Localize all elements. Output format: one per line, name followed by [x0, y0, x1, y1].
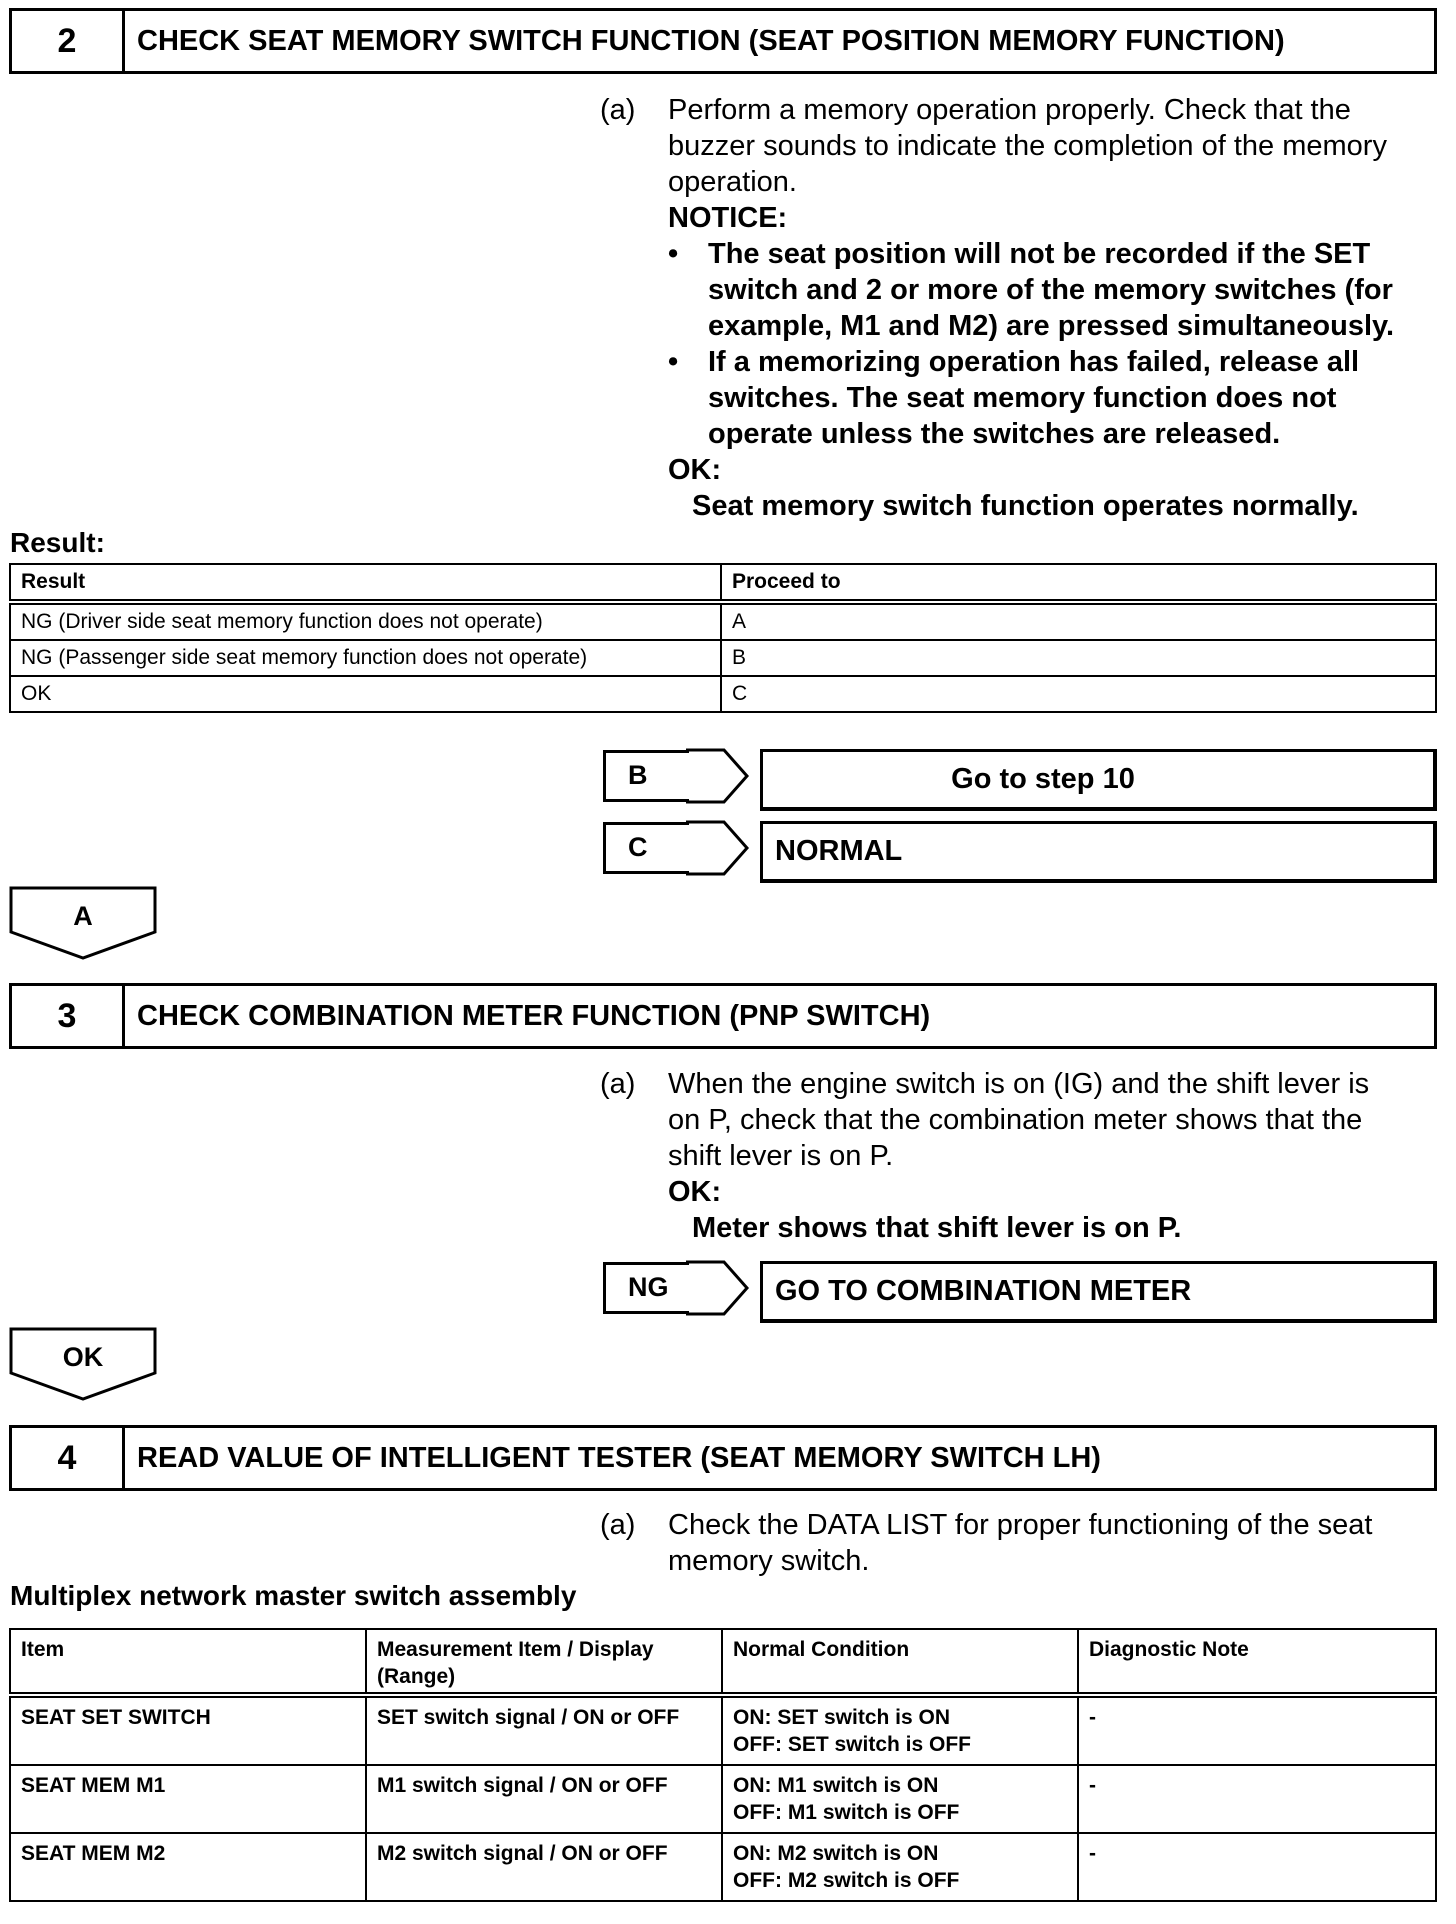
table-cell: - [1078, 1833, 1436, 1901]
step-title: CHECK COMBINATION METER FUNCTION (PNP SWITCH) [137, 999, 931, 1032]
column-header [366, 1629, 722, 1695]
column-header: Item [10, 1629, 366, 1695]
notice-line: switch and 2 or more of the memory switches (for [708, 274, 1393, 306]
instruction-line: memory switch. [668, 1545, 870, 1577]
continue-a-label: A [73, 901, 93, 931]
table-row [10, 640, 1436, 676]
table-cell: SEAT SET SWITCH [10, 1695, 366, 1765]
step-2-header [9, 8, 1437, 74]
branch-c-target: NORMAL [760, 821, 1437, 883]
step-3-header [9, 983, 1437, 1049]
column-header: Diagnostic Note [1078, 1629, 1436, 1695]
table-cell: - [1078, 1765, 1436, 1833]
table-cell: NG (Passenger side seat memory function does not operate) [10, 640, 721, 676]
table-row [10, 602, 1436, 640]
ok-label: OK: [668, 454, 722, 486]
cell-line: OFF: M2 switch is OFF [733, 1869, 960, 1892]
instruction-line: on P, check that the combination meter shows that the [668, 1104, 1363, 1136]
notice-bullet [668, 344, 1440, 452]
instruction-body [668, 1066, 1440, 1246]
bullet-icon: • [668, 238, 679, 270]
notice-line: example, M1 and M2) are pressed simultaneously. [708, 310, 1395, 342]
table-header-row [10, 1629, 1436, 1695]
instruction-line: shift lever is on P. [668, 1140, 894, 1172]
result-label: Result: [10, 527, 105, 558]
table-cell [722, 1695, 1078, 1765]
step-number: 4 [12, 1428, 125, 1488]
instruction-line: buzzer sounds to indicate the completion of the memory [668, 130, 1387, 162]
ok-label: OK: [668, 1176, 722, 1208]
data-list-table [9, 1628, 1437, 1902]
column-header: Normal Condition [722, 1629, 1078, 1695]
instruction-body [668, 1507, 1440, 1579]
notice-line: operate unless the switches are released. [708, 418, 1281, 450]
branch-ng-label: NG [603, 1262, 689, 1314]
step-number: 2 [12, 11, 125, 71]
branch-ng-target: GO TO COMBINATION METER [760, 1261, 1437, 1323]
table-cell: SET switch signal / ON or OFF [366, 1695, 722, 1765]
table-cell: B [721, 640, 1436, 676]
instruction-line: Perform a memory operation properly. Check that the [668, 94, 1351, 126]
table-cell: - [1078, 1695, 1436, 1765]
table-cell: OK [10, 676, 721, 712]
step-4-header [9, 1425, 1437, 1491]
cell-line: ON: M2 switch is ON [733, 1842, 939, 1865]
instruction-line: When the engine switch is on (IG) and the shift lever is [668, 1068, 1370, 1100]
table-cell: NG (Driver side seat memory function does not operate) [10, 602, 721, 640]
notice-line: The seat position will not be recorded if the SET [708, 238, 1371, 270]
arrow-right-icon [686, 1259, 750, 1317]
table-cell: C [721, 676, 1436, 712]
notice-line: switches. The seat memory function does not [708, 382, 1337, 414]
branch-c-label: C [603, 822, 689, 874]
table-cell [722, 1833, 1078, 1901]
branch-b-target: Go to step 10 [760, 749, 1437, 811]
table-row [10, 1695, 1436, 1765]
table-header-row [10, 564, 1436, 602]
table-cell: SEAT MEM M1 [10, 1765, 366, 1833]
step-title: CHECK SEAT MEMORY SWITCH FUNCTION (SEAT POSITION MEMORY FUNCTION) [137, 24, 1285, 57]
step-title: READ VALUE OF INTELLIGENT TESTER (SEAT MEMORY SWITCH LH) [137, 1441, 1101, 1474]
instruction-marker: (a) [600, 1509, 636, 1541]
table-cell: SEAT MEM M2 [10, 1833, 366, 1901]
instruction-body [668, 92, 1440, 524]
ok-value: Meter shows that shift lever is on P. [692, 1212, 1182, 1244]
result-table [9, 563, 1437, 713]
step-number: 3 [12, 986, 125, 1046]
data-list-label: Multiplex network master switch assembly [10, 1580, 577, 1611]
table-cell: M1 switch signal / ON or OFF [366, 1765, 722, 1833]
column-header: Proceed to [721, 564, 1436, 602]
notice-bullet [668, 236, 1440, 344]
arrow-right-icon [686, 819, 750, 877]
column-header-line: (Range) [377, 1665, 456, 1688]
column-header: Result [10, 564, 721, 602]
cell-line: ON: M1 switch is ON [733, 1774, 939, 1797]
cell-line: ON: SET switch is ON [733, 1706, 951, 1729]
table-row [10, 1765, 1436, 1833]
table-row [10, 1833, 1436, 1901]
ok-value: Seat memory switch function operates normally. [692, 490, 1359, 522]
instruction-line: Check the DATA LIST for proper functioning of the seat [668, 1509, 1373, 1541]
notice-label: NOTICE: [668, 202, 788, 234]
instruction-marker: (a) [600, 94, 636, 126]
column-header-line: Measurement Item / Display [377, 1638, 654, 1661]
instruction-marker: (a) [600, 1068, 636, 1100]
table-cell [722, 1765, 1078, 1833]
table-row [10, 676, 1436, 712]
instruction-line: operation. [668, 166, 797, 198]
branch-b-label: B [603, 750, 689, 802]
cell-line: OFF: SET switch is OFF [733, 1733, 972, 1756]
notice-line: If a memorizing operation has failed, release all [708, 346, 1360, 378]
table-cell: A [721, 602, 1436, 640]
bullet-icon: • [668, 346, 679, 378]
arrow-right-icon [686, 747, 750, 805]
table-cell: M2 switch signal / ON or OFF [366, 1833, 722, 1901]
cell-line: OFF: M1 switch is OFF [733, 1801, 960, 1824]
continue-ok-label: OK [62, 1342, 104, 1372]
